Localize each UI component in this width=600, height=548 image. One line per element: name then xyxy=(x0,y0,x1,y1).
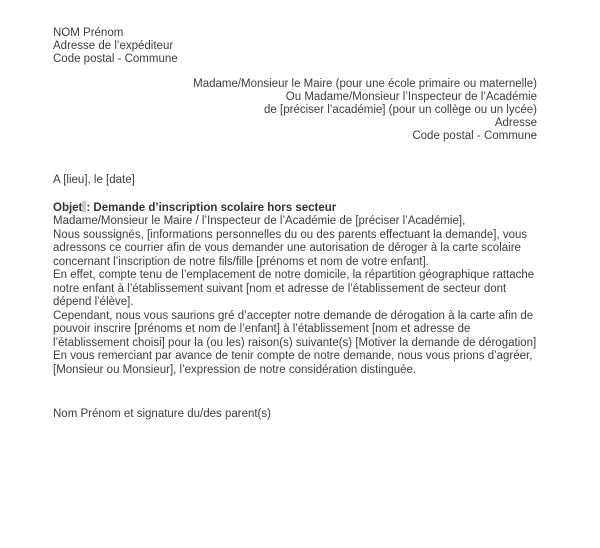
recipient-block xyxy=(53,78,537,143)
signature-line: Nom Prénom et signature du/des parent(s) xyxy=(53,408,271,420)
recipient-line-mayor: Madame/Monsieur le Maire (pour une école primaire ou maternelle) xyxy=(193,78,537,90)
subject-label: Objet xyxy=(53,201,83,214)
subject-line xyxy=(53,201,537,216)
recipient-line-academy: de [préciser l’académie] (pour un collège ou un lycée) xyxy=(264,104,537,116)
recipient-address: Adresse xyxy=(494,117,537,129)
sender-postal-commune: Code postal - Commune xyxy=(53,53,178,65)
salutation-line: Madame/Monsieur le Maire / l’Inspecteur de l’Académie de [préciser l’Académie], xyxy=(53,215,466,227)
date-place-line: A [lieu], le [date] xyxy=(53,174,135,186)
subject-text: : Demande d’inscription scolaire hors secteur xyxy=(86,201,337,214)
paragraph-closing: En vous remerciant par avance de tenir compte de notre demande, nous vous prions d’agréer, [Monsieur ou Monsieur], l’expression de notre considération distinguée. xyxy=(53,350,533,376)
sender-block xyxy=(53,27,537,66)
paragraph-request: Nous soussignés, [informations personnelles du ou des parents effectuant la demande], vous adressons ce courrier afin de vous demander une autorisation de déroger à la carte scolaire concernant l’inscription de notre fils/fille [prénoms et nom de votre enfant]. xyxy=(53,228,528,268)
recipient-line-inspector: Ou Madame/Monsieur l’Inspecteur de l’Académie xyxy=(285,91,537,103)
recipient-postal-commune: Code postal - Commune xyxy=(412,130,537,142)
paragraph-context: En effet, compte tenu de l’emplacement de notre domicile, la répartition géographique rattache notre enfant à l’établissement suivant [nom et adresse de l’établissement de secteur dont dépend l’élève]. xyxy=(53,269,535,308)
sender-name: NOM Prénom xyxy=(53,27,124,39)
sender-address: Adresse de l’expéditeur xyxy=(53,40,174,52)
paragraph-derogation: Cependant, nous vous saurions gré d’accepter notre demande de dérogation à la carte afin de pouvoir inscrire [prénoms et nom de l’enfant] à l’établissement [nom et adresse de l’établissement choisi] pour la (ou les) raison(s) suivante(s) [Motiver la demande de dérogation] xyxy=(53,309,537,349)
